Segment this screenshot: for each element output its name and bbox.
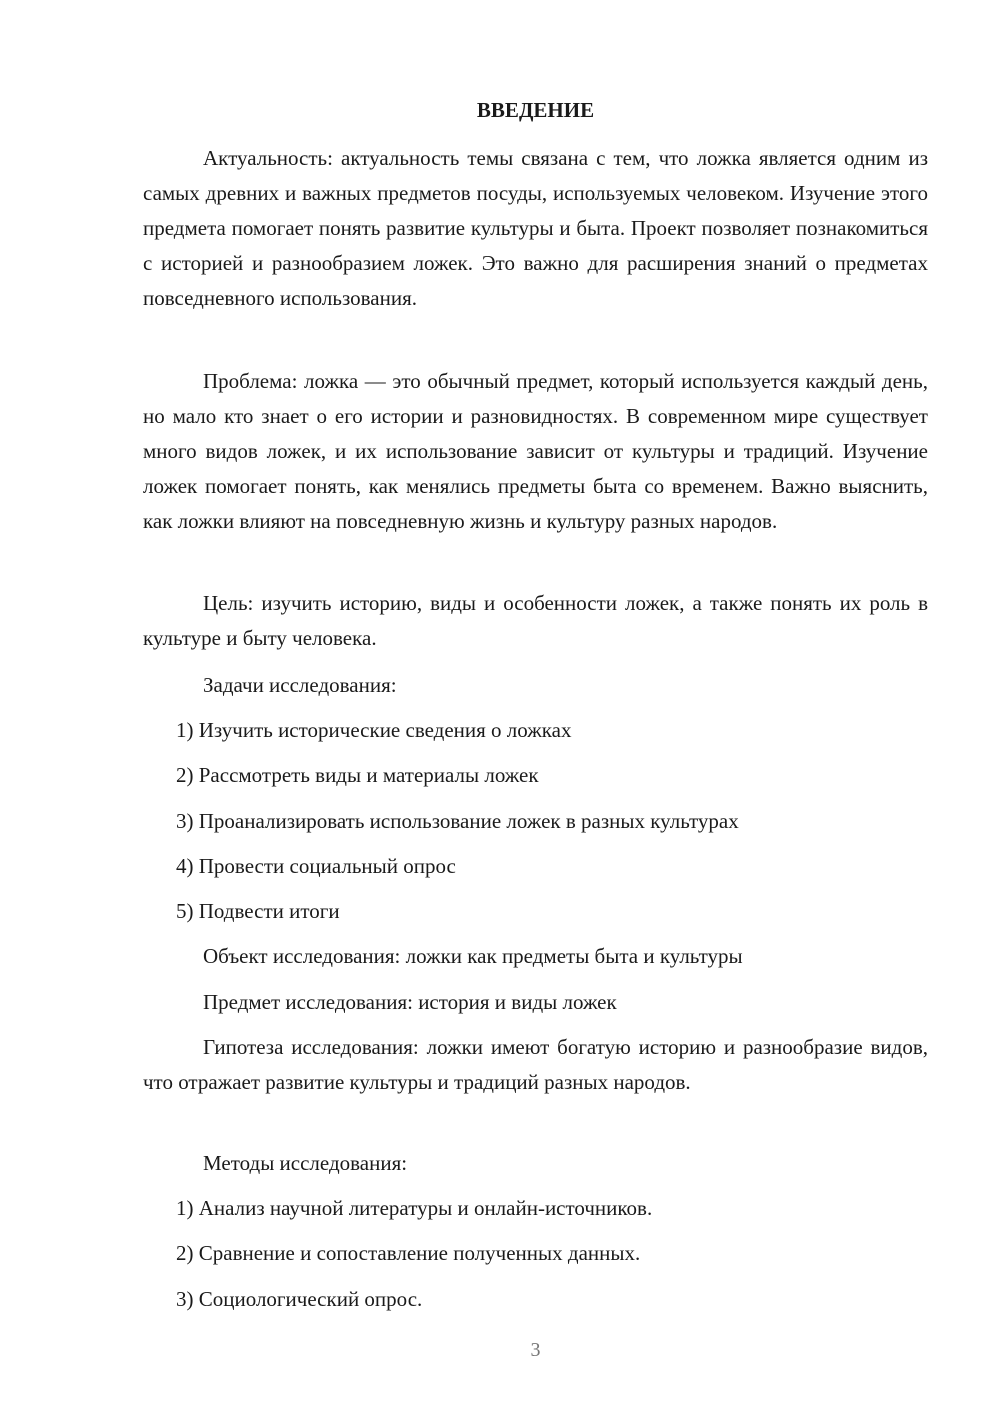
method-item: 1) Анализ научной литературы и онлайн-источников.	[176, 1196, 653, 1220]
problem-paragraph: Проблема: ложка — это обычный предмет, который используется каждый день, но мало кто знает о его истории и разновидностях. В современном мире существует много видов ложек, и их использование зависит от культуры и традиций. Изучение ложек помогает понять, как менялись предметы быта со временем. Важно выяснить, как ложки влияют на повседневную жизнь и культуру разных народов.	[143, 369, 928, 533]
methods-heading: Методы исследования:	[203, 1151, 408, 1175]
task-item: 5) Подвести итоги	[176, 899, 340, 923]
hypothesis-paragraph: Гипотеза исследования: ложки имеют богатую историю и разнообразие видов, что отражает развитие культуры и традиций разных народов.	[143, 1035, 928, 1094]
method-item: 3) Социологический опрос.	[176, 1287, 423, 1311]
research-subject: Предмет исследования: история и виды ложек	[203, 990, 617, 1014]
goal-paragraph: Цель: изучить историю, виды и особенности ложек, а также понять их роль в культуре и быту человека.	[143, 591, 928, 650]
method-item: 2) Сравнение и сопоставление полученных данных.	[176, 1241, 641, 1265]
page-number: 3	[530, 1339, 541, 1361]
research-object: Объект исследования: ложки как предметы быта и культуры	[203, 944, 743, 968]
relevance-paragraph: Актуальность: актуальность темы связана с тем, что ложка является одним из самых древних и важных предметов посуды, используемых человеком. Изучение этого предмета помогает понять развитие культуры и быта. Проект позволяет познакомиться с историей и разнообразием ложек. Это важно для расширения знаний о предметах повседневного использования.	[143, 146, 928, 310]
document-page	[143, 0, 928, 1414]
task-item: 2) Рассмотреть виды и материалы ложек	[176, 763, 539, 787]
page-title: ВВЕДЕНИЕ	[476, 98, 595, 122]
task-item: 1) Изучить исторические сведения о ложках	[176, 718, 572, 742]
task-item: 3) Проанализировать использование ложек в разных культурах	[176, 809, 739, 833]
task-item: 4) Провести социальный опрос	[176, 854, 456, 878]
tasks-heading: Задачи исследования:	[203, 673, 397, 697]
